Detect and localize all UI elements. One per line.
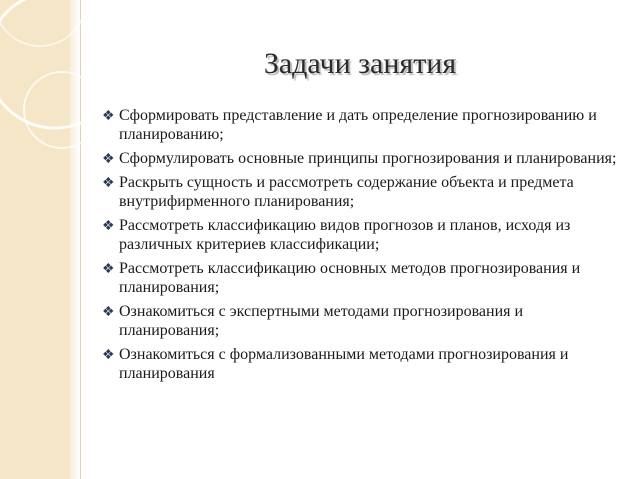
list-item-text: Раскрыть сущность и рассмотреть содержание объекта и предмета внутрифирменного планирования;	[119, 174, 574, 210]
list-item-text: Рассмотреть классификацию видов прогнозов и планов, исходя из различных критериев классификации;	[119, 217, 571, 253]
slide-title: Задачи занятия	[263, 47, 457, 80]
list-item-text: Ознакомиться с формализованными методами прогнозирования и планирования	[119, 346, 569, 382]
list-item-text: Сформировать представление и дать определение прогнозированию и планированию;	[119, 107, 597, 143]
list-item	[100, 345, 620, 383]
diamond-bullet-icon: ❖	[102, 348, 115, 363]
list-item	[100, 259, 620, 297]
list-item	[100, 106, 620, 144]
diamond-bullet-icon: ❖	[102, 176, 115, 191]
list-item	[100, 173, 620, 211]
list-item	[100, 302, 620, 340]
diamond-bullet-icon: ❖	[102, 262, 115, 277]
list-item-text: Ознакомиться с экспертными методами прогнозирования и планирования;	[119, 303, 524, 339]
diamond-bullet-icon: ❖	[102, 219, 115, 234]
diamond-bullet-icon: ❖	[102, 152, 115, 167]
list-item	[100, 149, 620, 168]
list-item-text: Сформулировать основные принципы прогнозирования и планирования;	[119, 150, 617, 167]
list-item	[100, 216, 620, 254]
task-list	[100, 106, 620, 388]
list-item-text: Рассмотреть классификацию основных методов прогнозирования и планирования;	[119, 260, 581, 296]
diamond-bullet-icon: ❖	[102, 305, 115, 320]
diamond-bullet-icon: ❖	[102, 109, 115, 124]
